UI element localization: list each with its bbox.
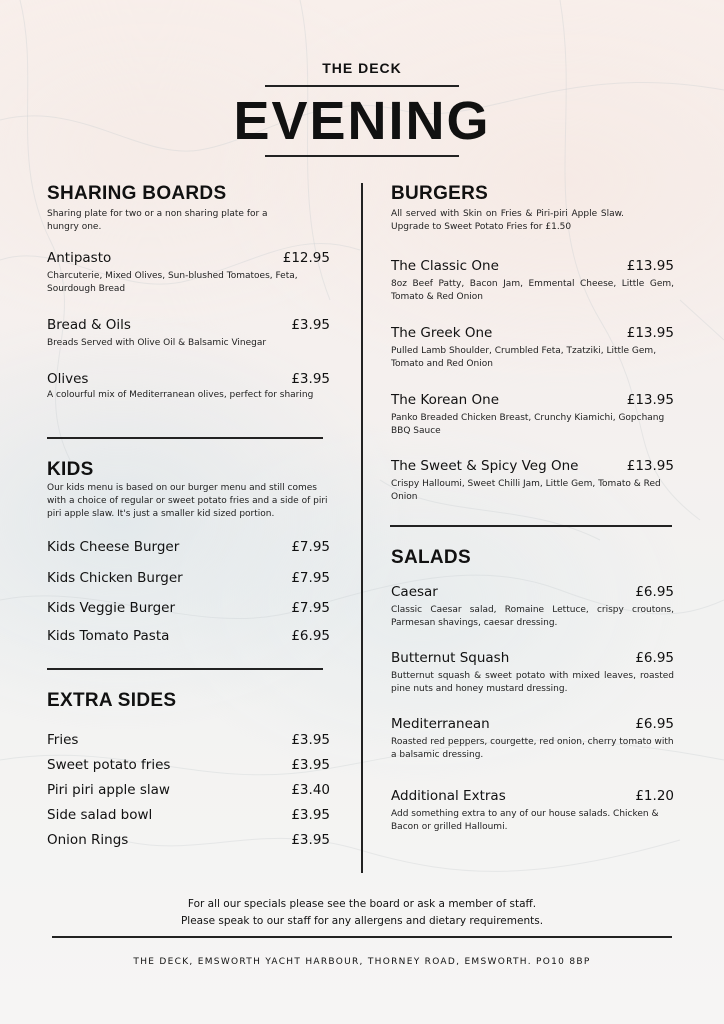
item-name: Piri piri apple slaw <box>47 782 170 798</box>
item-price: £3.95 <box>291 832 330 848</box>
item-price: £6.95 <box>635 584 674 600</box>
header-rule-top <box>265 85 459 87</box>
item-price: £3.95 <box>291 757 330 773</box>
brand-name: THE DECK <box>322 60 402 76</box>
menu-item <box>47 757 330 773</box>
menu-item <box>391 458 674 504</box>
item-description: Panko Breaded Chicken Breast, Crunchy Kiamichi, Gopchang BBQ Sauce <box>391 413 665 436</box>
item-price: £6.95 <box>291 628 330 644</box>
section-rule <box>47 437 323 439</box>
item-name: Kids Tomato Pasta <box>47 628 170 644</box>
item-name: Butternut Squash <box>391 650 510 666</box>
item-name: The Greek One <box>391 325 493 341</box>
item-price: £1.20 <box>635 788 674 804</box>
section-rule <box>47 668 323 670</box>
item-price: £3.40 <box>291 782 330 798</box>
section-desc-kids: Our kids menu is based on our burger menu and still comes with a choice of regular or sweet potato fries and a side of piri piri apple slaw. It's just a smaller kid sized portion. <box>47 483 328 519</box>
item-name: Kids Cheese Burger <box>47 539 180 555</box>
menu-item <box>47 807 330 823</box>
item-name: Bread & Oils <box>47 317 131 333</box>
menu-item <box>391 716 674 762</box>
item-price: £3.95 <box>291 807 330 823</box>
menu-item <box>47 628 330 644</box>
item-price: £3.95 <box>291 371 330 387</box>
item-name: Side salad bowl <box>47 807 153 823</box>
item-description: Add something extra to any of our house salads. Chicken & Bacon or grilled Halloumi. <box>391 809 659 832</box>
item-price: £12.95 <box>282 250 330 266</box>
menu-item <box>391 325 674 371</box>
column-divider <box>361 183 363 873</box>
item-description: Pulled Lamb Shoulder, Crumbled Feta, Tzatziki, Little Gem, Tomato and Red Onion <box>391 346 657 369</box>
footer-address: THE DECK, EMSWORTH YACHT HARBOUR, THORNEY ROAD, EMSWORTH. PO10 8BP <box>133 957 591 967</box>
item-price: £3.95 <box>291 317 330 333</box>
item-description: Crispy Halloumi, Sweet Chilli Jam, Little Gem, Tomato & Red Onion <box>391 479 661 502</box>
section-desc-burgers: All served with Skin on Fries & Piri-piri Apple Slaw. Upgrade to Sweet Potato Fries for £1.50 <box>391 209 624 232</box>
footer-specials-note: For all our specials please see the board or ask a member of staff. <box>187 898 537 910</box>
item-name: Antipasto <box>47 250 112 266</box>
menu-item <box>47 570 330 586</box>
item-name: The Classic One <box>391 258 499 274</box>
item-description: Classic Caesar salad, Romaine Lettuce, crispy croutons, Parmesan shavings, caesar dressing. <box>391 605 674 628</box>
item-name: Additional Extras <box>391 788 506 804</box>
page-title: EVENING <box>233 91 491 151</box>
footer-rule <box>52 936 672 938</box>
item-name: Caesar <box>391 584 438 600</box>
item-description: Butternut squash & sweet potato with mixed leaves, roasted pine nuts and honey mustard dressing. <box>391 671 674 694</box>
item-name: Mediterranean <box>391 716 490 732</box>
menu-item <box>391 584 674 630</box>
item-description: Charcuterie, Mixed Olives, Sun-blushed Tomatoes, Feta, Sourdough Bread <box>47 271 298 294</box>
item-name: Kids Veggie Burger <box>47 600 176 616</box>
menu-item <box>47 600 330 616</box>
menu-item <box>47 371 330 402</box>
item-price: £6.95 <box>635 716 674 732</box>
menu-item <box>391 392 674 438</box>
item-description: Roasted red peppers, courgette, red onion, cherry tomato with a balsamic dressing. <box>391 737 674 760</box>
item-price: £13.95 <box>626 392 674 408</box>
item-price: £3.95 <box>291 732 330 748</box>
menu-item <box>391 258 674 304</box>
item-name: Kids Chicken Burger <box>47 570 183 586</box>
section-title-kids: KIDS <box>47 459 94 480</box>
section-title-sharing-boards: SHARING BOARDS <box>47 183 227 204</box>
menu-item <box>391 788 674 834</box>
section-desc-sharing-boards: Sharing plate for two or a non sharing plate for a hungry one. <box>47 209 268 232</box>
footer-allergen-note: Please speak to our staff for any allergens and dietary requirements. <box>180 915 544 927</box>
item-description: A colourful mix of Mediterranean olives, perfect for sharing <box>47 390 314 400</box>
item-name: Fries <box>47 732 79 748</box>
menu-item <box>47 317 330 350</box>
menu-item <box>47 539 330 555</box>
item-price: £13.95 <box>626 325 674 341</box>
item-price: £7.95 <box>291 600 330 616</box>
section-title-salads: SALADS <box>391 547 471 568</box>
item-description: Breads Served with Olive Oil & Balsamic Vinegar <box>47 338 267 348</box>
section-title-burgers: BURGERS <box>391 183 489 204</box>
item-description: 8oz Beef Patty, Bacon Jam, Emmental Cheese, Little Gem, Tomato & Red Onion <box>391 279 674 302</box>
item-name: Sweet potato fries <box>47 757 171 773</box>
item-price: £7.95 <box>291 539 330 555</box>
item-price: £13.95 <box>626 258 674 274</box>
item-price: £13.95 <box>626 458 674 474</box>
section-rule <box>390 525 672 527</box>
item-name: Onion Rings <box>47 832 129 848</box>
menu-item <box>47 782 330 798</box>
header-rule-bottom <box>265 155 459 157</box>
item-name: Olives <box>47 371 89 387</box>
item-name: The Sweet & Spicy Veg One <box>391 458 579 474</box>
menu-item <box>47 732 330 748</box>
item-name: The Korean One <box>391 392 500 408</box>
section-title-extra-sides: EXTRA SIDES <box>47 690 177 711</box>
item-price: £7.95 <box>291 570 330 586</box>
menu-item <box>47 250 330 296</box>
menu-item <box>391 650 674 696</box>
menu-item <box>47 832 330 848</box>
item-price: £6.95 <box>635 650 674 666</box>
